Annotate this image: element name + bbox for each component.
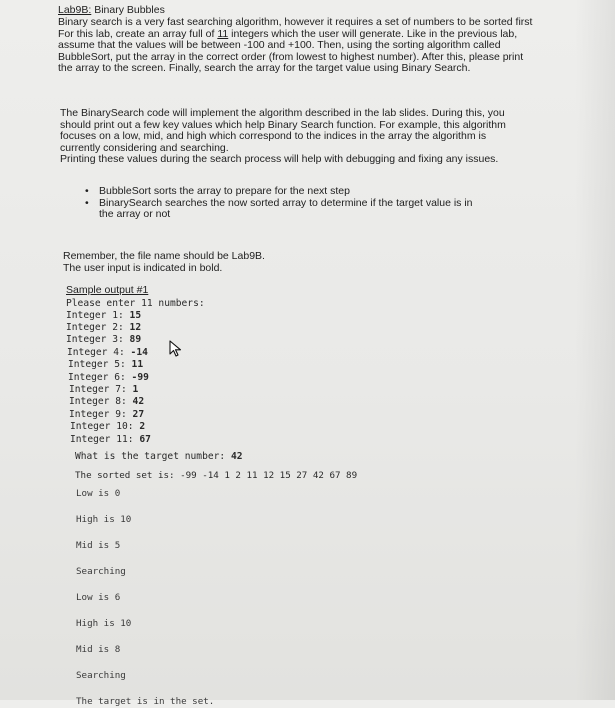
intro-line: For this lab, create an array full of 11 integers which the user will generate. Like in the previous lab,: [58, 27, 518, 40]
trace-line: Mid is 8: [76, 644, 121, 655]
bullet-item: • BinarySearch searches the now sorted array to determine if the target value is in the array or not: [85, 198, 545, 221]
sample-output-heading: Sample output #1: [66, 284, 149, 296]
intro-line: the array to the screen. Finally, search the array for the target value using Binary Search.: [58, 62, 471, 75]
integer-line: Integer 7: 1: [69, 383, 139, 395]
array-size: 11: [217, 27, 229, 40]
page-shadow: [575, 0, 615, 700]
mouse-pointer-icon: [169, 340, 183, 358]
bullet-item: • BubbleSort sorts the array to prepare for the next step: [85, 186, 545, 198]
target-prompt: What is the target number: 42: [75, 451, 243, 462]
user-input: 42: [132, 396, 145, 408]
intro-line: Binary search is a very fast searching algorithm, however it requires a set of numbers to be sorted first: [58, 16, 533, 28]
lab-title-name: Binary Bubbles: [91, 4, 165, 16]
trace-line: The target is in the set.: [76, 696, 215, 707]
integer-line: Integer 11: 67: [70, 433, 151, 445]
paragraph-line: Printing these values during the search process will help with debugging and fixing any issues.: [60, 153, 499, 166]
trace-line: Searching: [76, 566, 126, 577]
integer-inputs: [66, 310, 466, 446]
remember-note: [63, 251, 463, 274]
user-input: 11: [131, 359, 144, 371]
target-input: 42: [230, 451, 243, 462]
binary-search-paragraph: [60, 108, 600, 166]
integer-line: Integer 10: 2: [70, 421, 146, 433]
user-input: 67: [139, 433, 151, 445]
user-input: 1: [132, 383, 139, 395]
sorted-set: The sorted set is: -99 -14 1 2 11 12 15 27 42 67 89: [75, 470, 358, 481]
integer-line: Integer 8: 42: [69, 396, 145, 408]
integer-line: Integer 9: 27: [69, 408, 145, 420]
lab-title: [58, 5, 165, 17]
user-input: 2: [139, 421, 146, 433]
trace-line: Mid is 5: [76, 540, 121, 551]
user-input: 12: [129, 321, 142, 333]
paragraph-line: currently considering and searching.: [60, 141, 229, 154]
remember-line: Remember, the file name should be Lab9B.: [63, 250, 265, 262]
sample-output: [66, 298, 466, 446]
paragraph-line: should print out a few key values which help Binary Search function. For example, this algorithm: [60, 118, 506, 131]
search-trace: [76, 487, 214, 708]
integer-line: Integer 1: 15: [66, 309, 142, 321]
trace-line: High is 10: [76, 618, 132, 629]
integer-line: Integer 6: -99: [68, 371, 149, 383]
user-input: -14: [130, 346, 148, 358]
paragraph-line: focuses on a low, mid, and high which correspond to the indices in the array the algorithm is: [60, 130, 487, 143]
integer-line: Integer 5: 11: [68, 359, 144, 371]
intro-paragraph: [58, 17, 598, 75]
bullet-list: [85, 186, 545, 221]
integer-line: Integer 3: 89: [66, 334, 142, 346]
intro-line: assume that the values will be between -100 and +100. Then, using the sorting algorithm called: [58, 39, 501, 52]
integer-line: Integer 2: 12: [66, 321, 142, 333]
user-input: -99: [131, 371, 149, 383]
paragraph-line: The BinarySearch code will implement the algorithm described in the lab slides. During this, you: [60, 107, 505, 119]
user-input: 27: [132, 408, 145, 420]
remember-line: The user input is indicated in bold.: [63, 261, 223, 274]
lab-title-label: Lab9B:: [58, 4, 92, 16]
input-prompt: Please enter 11 numbers:: [66, 298, 205, 309]
trace-line: High is 10: [76, 514, 132, 525]
trace-line: Low is 0: [76, 488, 121, 499]
trace-line: Low is 6: [76, 592, 121, 603]
trace-line: Searching: [76, 670, 126, 681]
user-input: 15: [129, 309, 142, 321]
intro-line: BubbleSort, put the array in the correct order (from lowest to highest number). After this, please print: [58, 50, 524, 63]
user-input: 89: [129, 334, 142, 346]
integer-line: Integer 4: -14: [67, 346, 148, 358]
